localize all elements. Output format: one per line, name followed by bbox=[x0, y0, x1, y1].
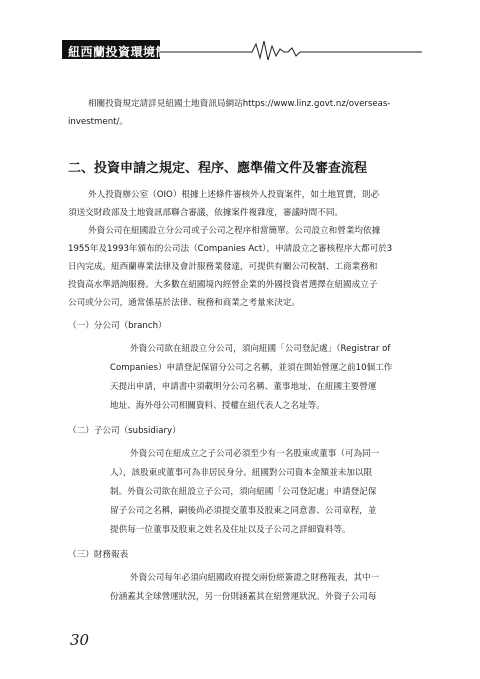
heartbeat-line-icon bbox=[160, 38, 422, 62]
item-line: 外資公司在紐成立之子公司必須至少有一名股東或董事（可為同一 bbox=[130, 449, 380, 459]
paragraph-line: 投資高水準諮詢服務。大多數在紐國境內經營企業的外國投資者選擇在紐國成立子 bbox=[68, 280, 378, 290]
item-heading-financial: （三）財務報表 bbox=[68, 550, 129, 560]
item-line: Companies）申請登記保留分公司之名稱，並須在開始營運之前10個工作 bbox=[110, 363, 393, 373]
item-line: 留子公司之名稱，嗣後尚必須提交董事及股東之同意書、公司章程，並 bbox=[110, 506, 377, 516]
item-line: 制。外資公司欲在紐設立子公司，須向紐國「公司登記處」申請登記保 bbox=[110, 487, 377, 497]
header-title-bar bbox=[62, 40, 181, 59]
paragraph-line: 1955年及1993年頒布的公司法（Companies Act），申請設立之審核程序大都可於3 bbox=[68, 244, 393, 254]
paragraph-line: 須送交財政部及土地資訊部聯合審議，依據案件複雜度，審議時間不同。 bbox=[68, 208, 344, 218]
paragraph-line: 日內完成。紐西蘭專業法律及會計服務業發達，可提供有關公司稅制、工商業務和 bbox=[68, 262, 378, 272]
item-line: 地址、海外母公司相關資料、授權在紐代表人之名址等。 bbox=[110, 401, 325, 411]
item-line: 外資公司每年必須向紐國政府提交兩份經簽證之財務報表，其中一 bbox=[130, 573, 380, 583]
header-title: 紐西蘭投資環境簡介 bbox=[68, 45, 181, 59]
item-line: 提供每一位董事及股東之姓名及住址以及子公司之詳細資料等。 bbox=[110, 525, 351, 535]
paragraph-line: 外人投資辦公室（OIO）根據上述條件審核外人投資案件，如土地買賣，則必 bbox=[88, 190, 380, 200]
item-line: 份涵蓋其全球營運狀況，另一份則涵蓋其在紐營運狀況。外資子公司每 bbox=[110, 592, 377, 602]
item-line: 外資公司欲在紐設立分公司，須向紐國「公司登記處」（Registrar of bbox=[130, 344, 391, 354]
paragraph-line: 公司或分公司，通常係基於法律、稅務和商業之考量來決定。 bbox=[68, 298, 301, 308]
page-number: 30 bbox=[70, 631, 90, 649]
item-line: 天提出申請，申請書中須載明分公司名稱、董事地址、在紐國主要營運 bbox=[110, 382, 377, 392]
item-heading-branch: （一）分公司（branch） bbox=[68, 321, 167, 331]
intro-line-1: 相關投資規定請詳見紐國土地資訊局網站https://www.linz.govt.nz/overseas- bbox=[88, 99, 391, 109]
intro-line-2: investment/。 bbox=[68, 117, 129, 127]
section-title: 二、投資申請之規定、程序、應準備文件及審查流程 bbox=[68, 161, 368, 176]
item-heading-subsidiary: （二）子公司（subsidiary） bbox=[68, 426, 181, 436]
running-header bbox=[62, 38, 422, 62]
paragraph-line: 外資公司在紐國設立分公司或子公司之程序相當簡單。公司設立和營業均依據 bbox=[88, 226, 381, 236]
item-line: 人），該股東或董事可為非居民身分。紐國對公司資本金額並未加以限 bbox=[110, 468, 373, 478]
